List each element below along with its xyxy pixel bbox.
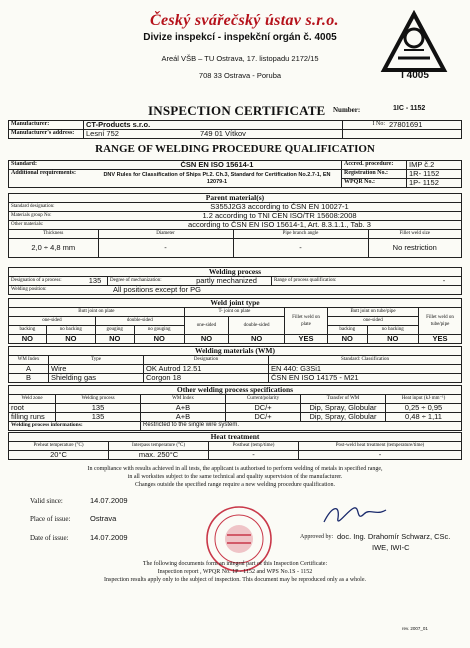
weld-joint-table bbox=[8, 298, 462, 344]
col-preheat: Preheat temperature (°C) bbox=[9, 442, 109, 451]
footer-line-3: Inspection results apply only to the subject of inspection. This document may be reproduced only as a whole. bbox=[104, 577, 366, 583]
revision-label: rev. 2007_01 bbox=[402, 626, 428, 631]
col-current: Current/polarity bbox=[226, 395, 301, 404]
other-materials-value: according to ČSN EN ISO 15614-1, Art. 8.3.1.1., Tab. 3 bbox=[98, 221, 462, 230]
wm-value: A+B bbox=[141, 404, 226, 413]
col-wm-standard: Standard: Classification bbox=[269, 356, 462, 365]
col-heat: Heat input (kJ·mm⁻¹) bbox=[386, 395, 462, 404]
col-pwht: Post-weld heat treatment (temperature/time) bbox=[299, 442, 462, 451]
process-value: 135 bbox=[56, 404, 141, 413]
certificate-number: 1IC - 1152 bbox=[393, 105, 426, 112]
additional-req-value: DNV Rules for Classification of Ships Pt.2. Ch.3, Standard for Certification No.2.7-1, EN 12079-1 bbox=[93, 170, 342, 188]
wm-value: A+B bbox=[141, 413, 226, 422]
transfer-value: Dip, Spray, Globular bbox=[301, 404, 386, 413]
wm-type: Shielding gas bbox=[49, 374, 144, 383]
manufacturer-city: 749 01 Vítkov bbox=[198, 130, 343, 139]
range-label: Range of process qualification: bbox=[272, 277, 428, 286]
ino-value: 27801691 bbox=[387, 121, 462, 130]
org-address bbox=[120, 50, 360, 84]
col-wm-designation: Designation bbox=[144, 356, 269, 365]
welding-process-title: Welding process bbox=[9, 268, 462, 277]
range-value: - bbox=[427, 277, 462, 286]
process-value: 135 bbox=[56, 413, 141, 422]
materials-group-label: Materials group No: bbox=[9, 212, 99, 221]
designation-value: 135 bbox=[83, 277, 108, 286]
butt-no-backing: no backing bbox=[46, 326, 95, 335]
joint-value: NO bbox=[134, 335, 184, 344]
col-zone: Weld zone bbox=[9, 395, 56, 404]
parent-materials-table bbox=[8, 193, 462, 258]
compliance-line-1: In compliance with results achieved in all tests, the applicant is authorised to perform welding of metals in specified range, bbox=[87, 466, 383, 472]
zone-value: root bbox=[9, 404, 56, 413]
zone-value: filling runs bbox=[9, 413, 56, 422]
tjoint-header: T- joint on plate bbox=[184, 308, 284, 317]
welding-materials-table bbox=[8, 346, 462, 383]
col-wm: WM Index bbox=[141, 395, 226, 404]
wpqr-label: WPQR No.: bbox=[342, 179, 407, 188]
manufacturer-address-label: Manufacturer's address: bbox=[9, 130, 84, 139]
fillet-value: No restriction bbox=[368, 239, 462, 258]
certificate-title: INSPECTION CERTIFICATE bbox=[148, 103, 326, 118]
col-fillet: Fillet weld size bbox=[368, 230, 462, 239]
process-info-label: Welding process informations: bbox=[9, 422, 141, 431]
address-line-1: Areál VŠB – TU Ostrava, 17. listopadu 2172/15 bbox=[161, 54, 319, 63]
heat-treatment-table bbox=[8, 432, 462, 460]
fillet-plate-header: Fillet weld on plate bbox=[285, 308, 328, 335]
additional-req-label: Additional requirements: bbox=[9, 170, 94, 188]
tube-no-backing: no backing bbox=[367, 326, 418, 335]
valid-since-value: 14.07.2009 bbox=[90, 496, 128, 505]
diameter-value: - bbox=[98, 239, 233, 258]
manufacturer-table bbox=[8, 120, 462, 139]
process-info-value: Restricted to the single wire system. bbox=[141, 422, 462, 431]
std-designation-label: Standard designation: bbox=[9, 203, 99, 212]
welding-materials-title: Welding materials (WM) bbox=[9, 347, 462, 356]
place-label: Place of issue: bbox=[30, 515, 71, 523]
heat-value: 0,48 ÷ 1,11 bbox=[386, 413, 462, 422]
approved-name: doc. Ing. Drahomír Schwarz, CSc. bbox=[337, 532, 451, 541]
place-value: Ostrava bbox=[90, 514, 117, 523]
wm-index: A bbox=[9, 365, 49, 374]
thickness-value: 2,0 ÷ 4,8 mm bbox=[9, 239, 99, 258]
standard-table bbox=[8, 160, 462, 188]
standard-value: ČSN EN ISO 15614-1 bbox=[93, 161, 342, 170]
header bbox=[0, 0, 470, 95]
materials-group-value: 1.2 according to TNI CEN ISO/TR 15608:2008 bbox=[98, 212, 462, 221]
approved-title: IWE, IWI-C bbox=[372, 543, 410, 552]
std-designation-value: S355J2G3 according to ČSN EN 10027-1 bbox=[98, 203, 462, 212]
butt-one-sided: one-sided bbox=[9, 317, 96, 326]
valid-since-label: Valid since: bbox=[30, 497, 63, 505]
number-label: Number: bbox=[333, 106, 361, 114]
mechanization-label: Degree of mechanization: bbox=[108, 277, 183, 286]
branch-value: - bbox=[233, 239, 368, 258]
butt-gouging: gouging bbox=[95, 326, 134, 335]
butt-plate-header: Butt joint on plate bbox=[9, 308, 185, 317]
mechanization-value: partly mechanized bbox=[182, 277, 272, 286]
heat-treatment-title: Heat treatment bbox=[9, 433, 462, 442]
joint-value: YES bbox=[285, 335, 328, 344]
col-branch: Pipe branch angle bbox=[233, 230, 368, 239]
position-value: All positions except for PG bbox=[83, 286, 462, 295]
col-diameter: Diameter bbox=[98, 230, 233, 239]
preheat-value: 20°C bbox=[9, 451, 109, 460]
col-transfer: Transfer of WM bbox=[301, 395, 386, 404]
accred-label: Accred. procedure: bbox=[342, 161, 407, 170]
table-row bbox=[9, 365, 462, 374]
footer-documents bbox=[30, 560, 440, 584]
current-value: DC/+ bbox=[226, 413, 301, 422]
wm-designation: OK Autrod 12.51 bbox=[144, 365, 269, 374]
standard-label: Standard: bbox=[9, 161, 94, 170]
range-title: RANGE OF WELDING PROCEDURE QUALIFICATION bbox=[95, 143, 375, 155]
date-label: Date of issue: bbox=[30, 534, 69, 542]
butt-no-gouging: no gouging bbox=[134, 326, 184, 335]
welding-process-table bbox=[8, 267, 462, 295]
division-name: Divize inspekcí - inspekční orgán č. 4005 bbox=[143, 32, 337, 43]
wm-designation: Corgon 18 bbox=[144, 374, 269, 383]
table-row bbox=[9, 413, 462, 422]
joint-value: NO bbox=[229, 335, 285, 344]
joint-value: NO bbox=[367, 335, 418, 344]
butt-double-sided: double-sided bbox=[95, 317, 184, 326]
position-label: Welding position: bbox=[9, 286, 84, 295]
other-materials-label: Other materials: bbox=[9, 221, 99, 230]
table-row bbox=[9, 404, 462, 413]
joint-value: YES bbox=[419, 335, 462, 344]
joint-value: NO bbox=[184, 335, 228, 344]
footer-line-2: Inspection report , WPQR No. 1P - 1152 and WPS No.1S - 1152 bbox=[157, 569, 313, 575]
butt-backing: backing bbox=[9, 326, 47, 335]
weld-joint-title: Weld joint type bbox=[9, 299, 462, 308]
wpqr-value: 1P- 1152 bbox=[407, 179, 462, 188]
current-value: DC/+ bbox=[226, 404, 301, 413]
wm-index: B bbox=[9, 374, 49, 383]
registration-label: Registration No.: bbox=[342, 170, 407, 179]
manufacturer-value: CT-Products s.r.o. bbox=[84, 121, 343, 130]
joint-value: NO bbox=[95, 335, 134, 344]
signature bbox=[320, 500, 390, 530]
compliance-text bbox=[30, 465, 440, 489]
fillet-tube-header: Fillet weld on tube/pipe bbox=[419, 308, 462, 335]
accred-value: IMP č.2 bbox=[407, 161, 462, 170]
tjoint-one-sided: one-sided bbox=[184, 317, 228, 335]
tube-one-sided: one-sided bbox=[328, 317, 419, 326]
designation-label: Designation of a process: bbox=[9, 277, 84, 286]
col-process: Welding process bbox=[56, 395, 141, 404]
tube-backing: backing bbox=[328, 326, 368, 335]
wm-standard: EN 440: G3Si1 bbox=[269, 365, 462, 374]
manufacturer-label: Manufacturer: bbox=[9, 121, 84, 130]
transfer-value: Dip, Spray, Globular bbox=[301, 413, 386, 422]
col-interpass: Interpass temperature (°C) bbox=[109, 442, 209, 451]
footer-line-1: The following documents form an integral part of this Inspection Certificate: bbox=[142, 561, 328, 567]
joint-value: NO bbox=[9, 335, 47, 344]
registration-value: 1R- 1152 bbox=[407, 170, 462, 179]
other-specs-title: Other welding process specifications bbox=[9, 386, 462, 395]
heat-value: 0,25 ÷ 0,95 bbox=[386, 404, 462, 413]
manufacturer-street: Lesní 752 bbox=[84, 130, 199, 139]
butt-tube-header: Butt joint on tube/pipe bbox=[328, 308, 419, 317]
logo-number: I 4005 bbox=[401, 70, 429, 81]
address-line-2: 708 33 Ostrava - Poruba bbox=[198, 71, 282, 80]
approved-by-label: Approved by: bbox=[300, 534, 334, 540]
interpass-value: max. 250°C bbox=[109, 451, 209, 460]
ino-label: I No: bbox=[343, 121, 388, 130]
compliance-line-2: in all worksites subject to the same technical and quality supervision of the manufacturer. bbox=[127, 474, 343, 480]
joint-value: NO bbox=[328, 335, 368, 344]
compliance-line-3: Changes outside the specified range require a new welding procedure qualification. bbox=[134, 482, 336, 488]
other-specs-table bbox=[8, 385, 462, 431]
col-wm-index: WM Index bbox=[9, 356, 49, 365]
parent-materials-title: Parent material(s) bbox=[9, 194, 462, 203]
postheat-value: - bbox=[209, 451, 299, 460]
col-postheat: Postheat (temp/time) bbox=[209, 442, 299, 451]
date-value: 14.07.2009 bbox=[90, 533, 128, 542]
tjoint-double-sided: double-sided bbox=[229, 317, 285, 335]
wm-standard: ČSN EN ISO 14175 - M21 bbox=[269, 374, 462, 383]
wm-type: Wire bbox=[49, 365, 144, 374]
col-thickness: Thickness bbox=[9, 230, 99, 239]
org-name: Český svářečský ústav s.r.o. bbox=[150, 12, 339, 29]
table-row bbox=[9, 374, 462, 383]
pwht-value: - bbox=[299, 451, 462, 460]
joint-value: NO bbox=[46, 335, 95, 344]
col-wm-type: Type bbox=[49, 356, 144, 365]
